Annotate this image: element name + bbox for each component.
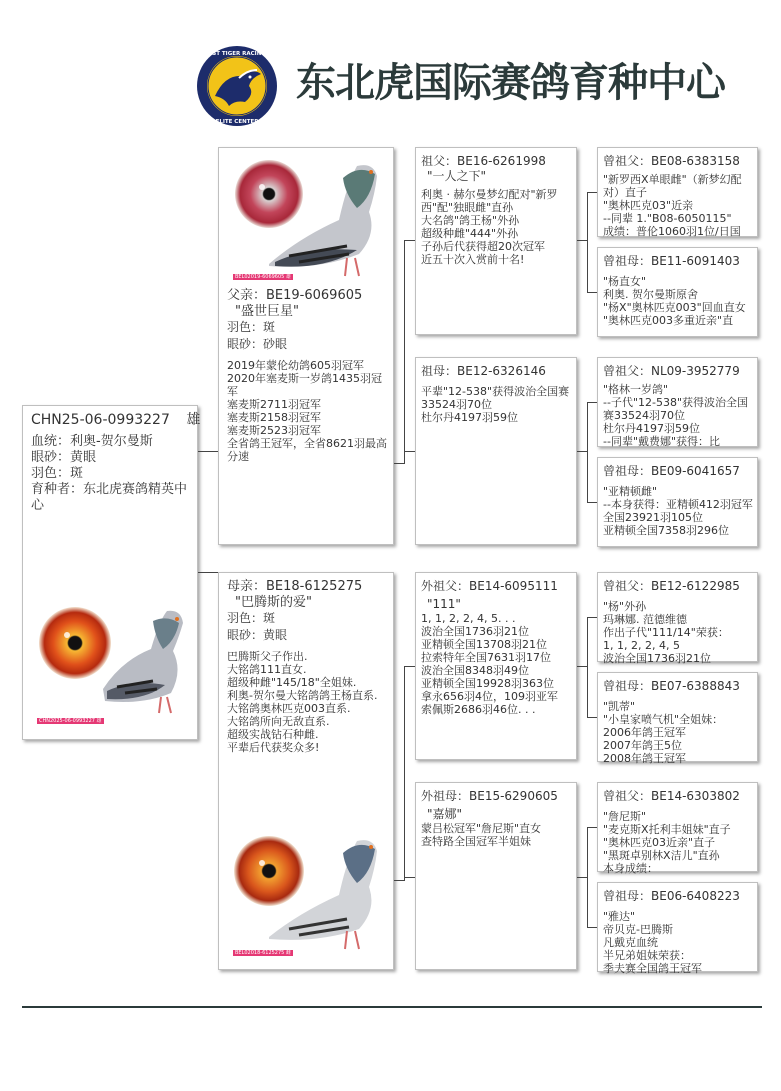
grandmother-paternal-ring: 祖母：BE12-6326146	[421, 364, 546, 378]
connector-line	[404, 666, 405, 881]
father-eye: 眼砂：砂眼	[227, 337, 288, 351]
father-name: "盛世巨星"	[235, 304, 299, 319]
connector-line	[577, 240, 587, 241]
great-grandparent-card	[597, 672, 758, 765]
connector-line	[587, 192, 597, 193]
footer-divider	[22, 1006, 762, 1008]
father-photo-tag: BEL02019-6069605 雄	[235, 274, 291, 280]
great-grandparent-ring: 曾祖母：BE07-6388843	[603, 679, 740, 693]
great-grandparent-notes: "格林一岁鸽" --子代"12-538"获得波治全国赛33524羽70位 杜尔丹4197羽59位 --同辈"戴费娜"获得：比	[603, 383, 749, 448]
great-grandparent-notes: "新罗西X单眼雌"（新梦幻配对）直子 "奥林匹克03"近亲 --同辈 1."B08-6050115" 成绩：普伦1060羽1位/日国	[603, 173, 742, 238]
grandfather-paternal-card	[415, 147, 577, 335]
connector-line	[587, 617, 588, 718]
great-grandparent-notes: "雅达" 帝贝克-巴腾斯 凡戴克血统 半兄弟姐妹荣获： 季夫赛全国鸽王冠军	[603, 910, 702, 975]
mother-name: "巴腾斯的爱"	[235, 595, 312, 610]
grandmother-maternal-name: "嘉娜"	[427, 807, 463, 821]
connector-line	[587, 617, 597, 618]
connector-line	[394, 880, 404, 881]
grandmother-maternal-notes: 蒙吕松冠军"詹尼斯"直女 查特路全国冠军半姐妹	[421, 822, 542, 848]
mother-card	[218, 572, 394, 970]
connector-line	[587, 827, 588, 928]
great-grandparent-ring: 曾祖母：BE09-6041657	[603, 464, 740, 478]
connector-line	[404, 451, 415, 452]
grandmother-maternal-card	[415, 782, 577, 970]
svg-text:ELITE CENTER: ELITE CENTER	[215, 119, 259, 125]
grandmother-maternal-ring: 外祖母：BE15-6290605	[421, 789, 558, 803]
great-grandparent-notes: "詹尼斯" "麦克斯X托利丰姐妹"直子 "奥林匹克03近亲"直子 "黑斑卓别林X洁儿"直孙 本身成绩：	[603, 810, 731, 875]
connector-line	[587, 717, 597, 718]
connector-line	[587, 502, 597, 503]
connector-line	[587, 192, 588, 293]
father-notes: 2019年蒙伦幼鸽605羽冠军 2020年塞麦斯一岁鸽1435羽冠军 塞麦斯2711羽冠军 塞麦斯2158羽冠军 塞麦斯2523羽冠军 全省鸽王冠军，全省8621羽最高分速	[227, 359, 387, 463]
subject-bloodline: 血统：利奥-贺尔曼斯	[31, 434, 153, 449]
great-grandparent-card	[597, 247, 758, 337]
great-grandparent-notes: "亚精顿雌" --本身获得：亚精顿412羽冠军 全国23921羽105位 亚精顿全国7358羽296位	[603, 485, 753, 537]
connector-line	[404, 877, 415, 878]
grandfather-paternal-ring: 祖父：BE16-6261998	[421, 154, 546, 168]
mother-photo-tag: BEL02018-6125275 雌	[235, 950, 291, 956]
father-color: 羽色：斑	[227, 320, 276, 334]
great-grandparent-ring: 曾祖父：BE12-6122985	[603, 579, 740, 593]
grandfather-paternal-name: "一人之下"	[427, 169, 487, 183]
connector-line	[404, 240, 415, 241]
connector-line	[404, 666, 415, 667]
connector-line	[577, 451, 587, 452]
great-grandparent-notes: "杨"外孙 玛琳娜. 范德维德 作出子代"111/14"荣获： 1, 1, 2, 2, 4, 5 波治全国1736羽21位	[603, 600, 729, 665]
connector-line	[394, 463, 404, 464]
grandfather-maternal-notes: 1, 1, 2, 2, 4, 5. . . 波治全国1736羽21位 亚精顿全国13708羽21位 拉索特年全国7631羽17位 波治全国8348羽49位 亚精顿全国19928羽363位 拿永656羽4位，109羽亚军 索佩斯2686羽46位. . .	[421, 612, 558, 716]
mother-eye: 眼砂：黄眼	[227, 628, 288, 642]
subject-sex: 雄	[186, 412, 201, 428]
connector-line	[587, 402, 597, 403]
great-grandparent-card	[597, 882, 758, 975]
connector-line	[587, 927, 597, 928]
connector-line	[587, 402, 588, 503]
subject-breeder: 育种者：东北虎赛鸽精英中心	[31, 482, 188, 513]
grandmother-paternal-card	[415, 357, 577, 545]
subject-photo-tag: CHN2025-06-0993227 雄	[39, 718, 102, 724]
great-grandparent-ring: 曾祖母：BE11-6091403	[603, 254, 740, 268]
father-card	[218, 147, 394, 545]
great-grandparent-notes: "凯蒂" "小皇家喷气机"全姐妹： 2006年鸽王冠军 2007年鸽王5位 2008年鸽王冠军	[603, 700, 724, 765]
great-grandparent-ring: 曾祖母：BE06-6408223	[603, 889, 740, 903]
great-grandparent-card	[597, 457, 758, 547]
connector-line	[577, 877, 587, 878]
grandfather-maternal-name: "111"	[427, 597, 461, 611]
mother-photo	[229, 829, 389, 959]
mother-ring: 母亲：BE18-6125275	[227, 579, 363, 594]
mother-color: 羽色：斑	[227, 611, 276, 625]
connector-line	[587, 292, 597, 293]
svg-text:NORTHEAST TIGER RACING PIGEON: NORTHEAST TIGER RACING PIGEON	[182, 51, 292, 57]
great-grandparent-notes: "杨直女" 利奥. 贺尔曼斯原舍 "杨X"奥林匹克003"回血直女 "奥林匹克003多重近亲"直	[603, 275, 746, 327]
connector-line	[587, 827, 597, 828]
great-grandparent-ring: 曾祖父：NL09-3952779	[603, 364, 740, 378]
great-grandparent-card	[597, 572, 758, 665]
great-grandparent-ring: 曾祖父：BE08-6383158	[603, 154, 740, 168]
subject-eye: 眼砂：黄眼	[31, 450, 97, 465]
grandfather-maternal-ring: 外祖父：BE14-6095111	[421, 579, 558, 593]
great-grandparent-card	[597, 357, 758, 447]
mother-notes: 巴腾斯父子作出. 大铭鸽111直女. 超级种雌"145/18"全姐妹. 利奥-贺尔曼大铭鸽鸽王杨直系. 大铭鸽奥林匹克003直系. 大铭鸽所向无敌直系. 超级实战钻石种雌. 平辈后代获奖众多!	[227, 650, 378, 754]
connector-line	[577, 666, 587, 667]
connector-line	[198, 451, 218, 452]
subject-card	[22, 405, 201, 740]
header	[182, 44, 770, 134]
page-title: 东北虎国际赛鸽育种中心	[296, 60, 725, 106]
subject-photo	[33, 601, 193, 726]
connector-line	[404, 240, 405, 464]
father-ring: 父亲：BE19-6069605	[227, 288, 363, 303]
grandfather-maternal-card	[415, 572, 577, 760]
subject-color: 羽色：斑	[31, 466, 84, 481]
connector-line	[198, 572, 218, 573]
grandfather-paternal-notes: 利奥 · 赫尔曼梦幻配对"新罗西"配"独眼雌"直孙 大名鸽"鸽王杨"外孙 超级种雌"444"外孙 子孙后代获得超20次冠军 近五十次入赏前十名!	[421, 188, 558, 266]
great-grandparent-ring: 曾祖父：BE14-6303802	[603, 789, 740, 803]
great-grandparent-card	[597, 782, 758, 875]
great-grandparent-card	[597, 147, 758, 237]
father-photo	[229, 154, 389, 284]
grandmother-paternal-notes: 平辈"12-538"获得波治全国赛33524羽70位 杜尔丹4197羽59位	[421, 385, 570, 424]
subject-ring: CHN25-06-0993227	[31, 412, 170, 428]
pigeon-logo-icon	[182, 44, 292, 128]
